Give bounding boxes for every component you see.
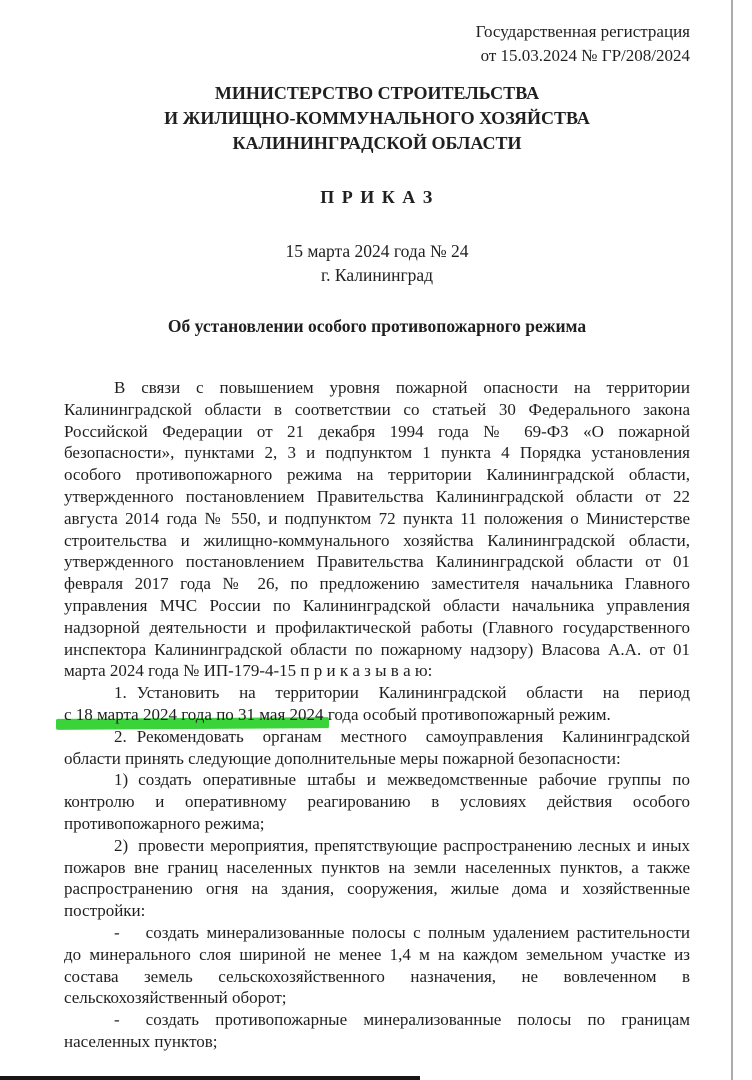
highlighted-period-text: с 18 марта 2024 года по 31 мая 2024 bbox=[64, 704, 324, 724]
document-date-number: 15 марта 2024 года № 24 bbox=[285, 241, 469, 261]
document-body bbox=[64, 377, 690, 1053]
registration-stamp bbox=[64, 20, 690, 68]
page-edge-vertical-line bbox=[731, 0, 733, 1080]
subitem-2-text: провести мероприятия, препятствующие распространению лесных и иных пожаров вне границ населенных пунктов на земли населенных пунктов, а также распространению огня на здания, сооружения, жилые дома и хозяйственные постройки: bbox=[64, 835, 690, 921]
document-subject: Об установлении особого противопожарного режима bbox=[167, 316, 587, 336]
dash-item-1-text: создать минерализованные полосы с полным удалением растительности до минерального слоя шириной не менее 1,4 м на каждом земельном участке из состава земель сельскохозяйственного назначения, не вовлеченном в сельскохозяйственный оборот; bbox=[64, 922, 690, 1008]
subitem-2-marker: 2) bbox=[114, 835, 129, 855]
ministry-name-line1: МИНИСТЕРСТВО СТРОИТЕЛЬСТВА bbox=[214, 83, 540, 103]
dash-item-2-text: создать противопожарные минерализованные полосы по границам населенных пунктов; bbox=[64, 1010, 690, 1051]
document-city: г. Калининград bbox=[320, 265, 434, 285]
registration-date-number: от 15.03.2024 № ГР/208/2024 bbox=[480, 46, 690, 65]
item-1-text-before: Установить на территории Калининградской области на период bbox=[136, 683, 690, 703]
dash-item-1-marker: - bbox=[114, 922, 120, 942]
item-2-marker: 2. bbox=[114, 726, 127, 746]
order-subitem-1 bbox=[64, 769, 690, 834]
item-1-text-after: года особый противопожарный режим. bbox=[323, 704, 611, 724]
order-dash-item-2 bbox=[64, 1009, 690, 1053]
order-item-1 bbox=[64, 682, 690, 726]
bottom-border-line bbox=[0, 1076, 420, 1080]
subitem-1-text: создать оперативные штабы и межведомственные рабочие группы по контролю и оперативному реагированию в условиях действия особого противопожарного режима; bbox=[64, 770, 690, 833]
preamble-paragraph: В связи с повышением уровня пожарной опасности на территории Калининградской области в соответствии со статьей 30 Федерального закона Российской Федерации от 21 декабря 1994 года № 69-ФЗ «О пожарной безопасности», пунктами 2, 3 и подпунктом 1 пункта 4 Порядка установления особого противопожарного режима на территории Калининградской области, утвержденного постановлением Правительства Калининградской области от 22 августа 2014 года № 550, и подпунктом 72 пункта 11 положения о Министерстве строительства и жилищно-коммунального хозяйства Калининградской области, утвержденного постановлением Правительства Калининградской области от 01 февраля 2017 года № 26, по предложению заместителя начальника Главного управления МЧС России по Калининградской области начальника управления надзорной деятельности и профилактической работы (Главного государственного инспектора Калининградской области по пожарному надзору) Власова А.А. от 01 марта 2024 года № ИП-179-4-15 п р и к а з ы в а ю: bbox=[64, 378, 690, 681]
order-subitem-2 bbox=[64, 835, 690, 922]
ministry-name-line3: КАЛИНИНГРАДСКОЙ ОБЛАСТИ bbox=[232, 133, 522, 153]
dash-item-2-marker: - bbox=[114, 1010, 120, 1030]
registration-title: Государственная регистрация bbox=[475, 22, 690, 41]
document-type-title: П Р И К А З bbox=[320, 187, 434, 207]
document-content bbox=[64, 0, 690, 1053]
ministry-name bbox=[64, 81, 690, 156]
order-item-2 bbox=[64, 726, 690, 770]
subitem-1-marker: 1) bbox=[114, 770, 129, 790]
date-place-block bbox=[64, 239, 690, 287]
ministry-name-line2: И ЖИЛИЩНО-КОММУНАЛЬНОГО ХОЗЯЙСТВА bbox=[164, 108, 590, 128]
order-dash-item-1 bbox=[64, 922, 690, 1009]
item-2-text: Рекомендовать органам местного самоуправления Калининградской области принять следующие дополнительные меры пожарной безопасности: bbox=[64, 726, 690, 768]
item-1-marker: 1. bbox=[114, 683, 127, 703]
